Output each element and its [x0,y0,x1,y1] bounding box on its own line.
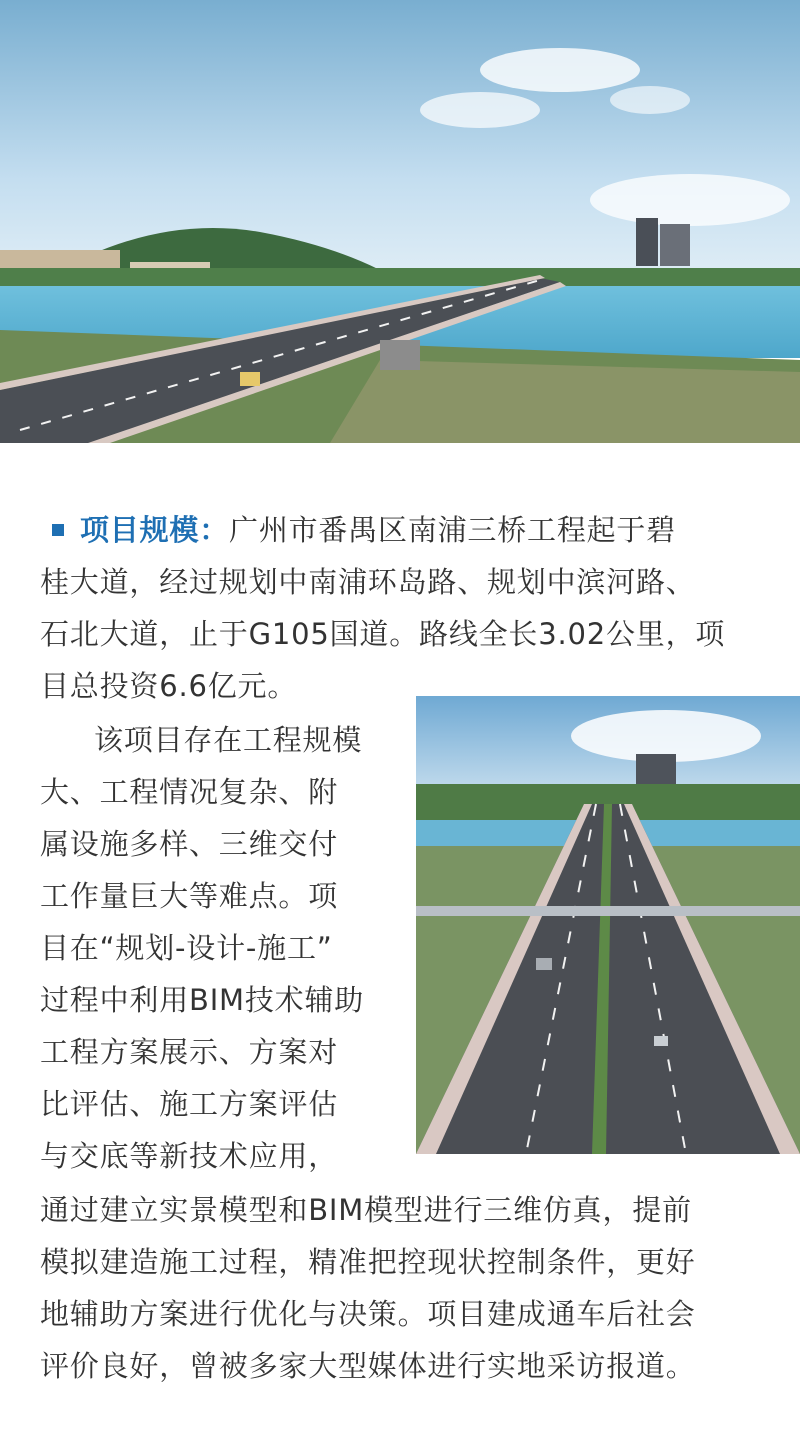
intro-line-1 [40,508,676,552]
bridge-road-rendering [416,696,800,1154]
body-line-11: 模拟建造施工过程，精准把控现状控制条件，更好 [40,1245,696,1279]
body-line-6: 过程中利用BIM技术辅助 [40,983,365,1017]
inset-rendering [416,696,800,1154]
square-bullet-icon [52,524,64,536]
body-line-2: 大、工程情况复杂、附 [40,775,339,809]
body-line-7: 工程方案展示、方案对 [40,1035,339,1069]
hero-rendering [0,0,800,443]
body-line-10: 通过建立实景模型和BIM模型进行三维仿真，提前 [40,1193,692,1227]
body-line-3: 属设施多样、三维交付 [40,827,339,861]
body-line-1: 该项目存在工程规模 [94,723,363,757]
body-line-5: 目在“规划-设计-施工” [40,931,333,965]
section-heading: 项目规模： [80,513,230,547]
intro-line-3: 石北大道，止于G105国道。路线全长3.02公里，项 [40,617,726,651]
intro-line-2: 桂大道，经过规划中南浦环岛路、规划中滨河路、 [40,565,696,599]
body-line-8: 比评估、施工方案评估 [40,1087,339,1121]
intro-text: 广州市番禺区南浦三桥工程起于碧 [229,513,677,547]
body-line-4: 工作量巨大等难点。项 [40,879,339,913]
body-line-13: 评价良好，曾被多家大型媒体进行实地采访报道。 [40,1349,696,1383]
intro-line-4: 目总投资6.6亿元。 [40,669,298,703]
body-line-9: 与交底等新技术应用， [40,1139,339,1173]
body-line-12: 地辅助方案进行优化与决策。项目建成通车后社会 [40,1297,696,1331]
bridge-aerial-rendering [0,0,800,443]
